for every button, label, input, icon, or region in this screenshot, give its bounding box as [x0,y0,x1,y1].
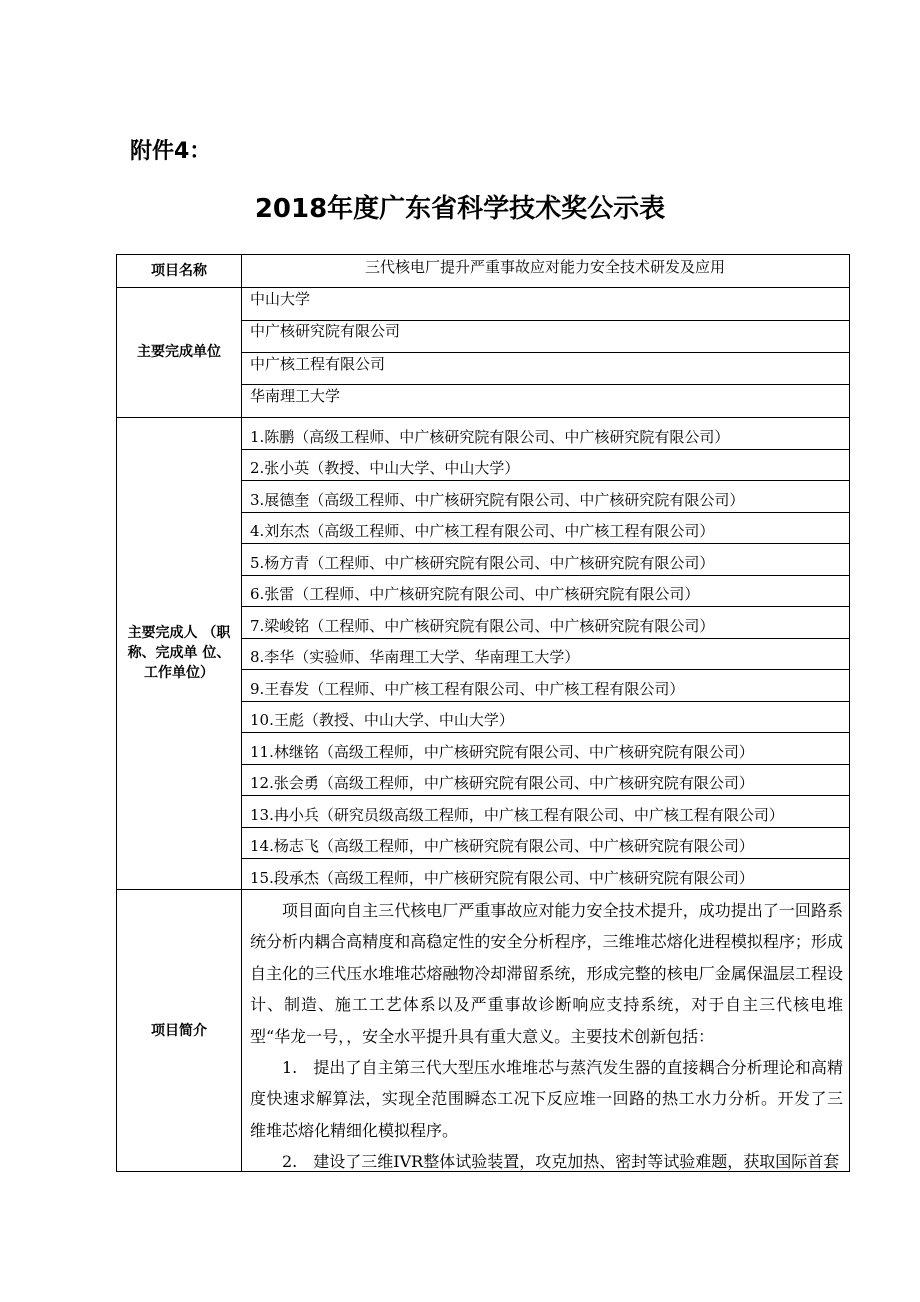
unit-item: 中山大学 [250,290,311,308]
row-divider [241,575,849,576]
row-divider [241,858,849,859]
row-divider [241,701,849,702]
person-item: 8.李华（实验师、华南理工大学、华南理工大学） [250,648,580,666]
row-divider [241,384,849,385]
people-label-line: 工作单位） [144,665,214,681]
units-label: 主要完成单位 [137,344,221,360]
people-label-line: 称、完成单 位、 [127,645,231,661]
row-divider [241,352,849,353]
person-item: 4.刘东杰（高级工程师、中广核工程有限公司、中广核工程有限公司） [250,522,715,540]
row-divider [241,480,849,481]
award-table [116,254,850,1172]
row-divider [241,543,849,544]
person-item: 3.展德奎（高级工程师、中广核研究院有限公司、中广核研究院有限公司） [250,491,745,509]
intro-paragraph: 1. 提出了自主第三代大型压水堆堆芯与蒸汽发生器的直接耦合分析理论和高精 度快速求解算法，实现全范围瞬态工况下反应堆一回路的热工水力分析。开发了三 维堆芯熔化精细化模拟程序。 [250,1058,843,1140]
unit-item: 中广核研究院有限公司 [250,322,401,340]
person-item: 1.陈鹏（高级工程师、中广核研究院有限公司、中广核研究院有限公司） [250,428,730,446]
person-item: 13.冉小兵（研究员级高级工程师，中广核工程有限公司、中广核工程有限公司） [250,806,784,824]
person-item: 2.张小英（教授、中山大学、中山大学） [250,459,520,477]
attachment-label: 附件4： [130,139,212,164]
person-item: 14.杨志飞（高级工程师，中广核研究院有限公司、中广核研究院有限公司） [250,837,754,855]
person-item: 12.张会勇（高级工程师，中广核研究院有限公司、中广核研究院有限公司） [250,774,754,792]
row-divider [241,732,849,733]
row-divider [241,638,849,639]
unit-item: 华南理工大学 [250,387,341,405]
intro-paragraph: 项目面向自主三代核电厂严重事故应对能力安全技术提升，成功提出了一回路系统分析内耦合高精度和高稳定性的安全分析程序，三维堆芯熔化进程模拟程序；形成自主化的三代压水堆堆芯熔融物冷却滞留系统，形成完整的核电厂金属保温层工程设计、制造、施工工艺体系以及严重事故诊断响应支持系统，对于自主三代核电堆型“华龙一号，，安全水平提升具有重大意义。主要技术创新包括： [250,901,843,1046]
person-item: 5.杨方青（工程师、中广核研究院有限公司、中广核研究院有限公司） [250,554,715,572]
person-item: 6.张雷（工程师、中广核研究院有限公司、中广核研究院有限公司） [250,585,700,603]
people-label-line: 主要完成人 （职 [127,625,231,641]
row-divider [241,827,849,828]
person-item: 10.王彪（教授、中山大学、中山大学） [250,711,514,729]
people-label [117,417,241,889]
project-name-value: 三代核电厂提升严重事故应对能力安全技术研发及应用 [364,258,725,276]
person-item: 7.梁峻铭（工程师、中广核研究院有限公司、中广核研究院有限公司） [250,617,715,635]
page-title: 2018年度广东省科学技术奖公示表 [254,194,666,224]
person-item: 15.段承杰（高级工程师，中广核研究院有限公司、中广核研究院有限公司） [250,869,754,887]
intro-paragraph: 2. 建设了三维IVR整体试验装置，攻克加热、密封等试验难题，获取国际首套 [282,1152,840,1172]
row-divider [241,795,849,796]
person-item: 11.林继铭（高级工程师，中广核研究院有限公司、中广核研究院有限公司） [250,743,754,761]
column-divider [241,255,242,1171]
project-name-label: 项目名称 [151,263,207,279]
row-divider [241,449,849,450]
row-divider [241,512,849,513]
row-divider [241,764,849,765]
intro-text [250,895,843,1178]
row-divider [241,669,849,670]
person-item: 9.王春发（工程师、中广核工程有限公司、中广核工程有限公司） [250,680,685,698]
unit-item: 中广核工程有限公司 [250,355,386,373]
row-divider [241,606,849,607]
intro-label: 项目简介 [151,1023,207,1039]
